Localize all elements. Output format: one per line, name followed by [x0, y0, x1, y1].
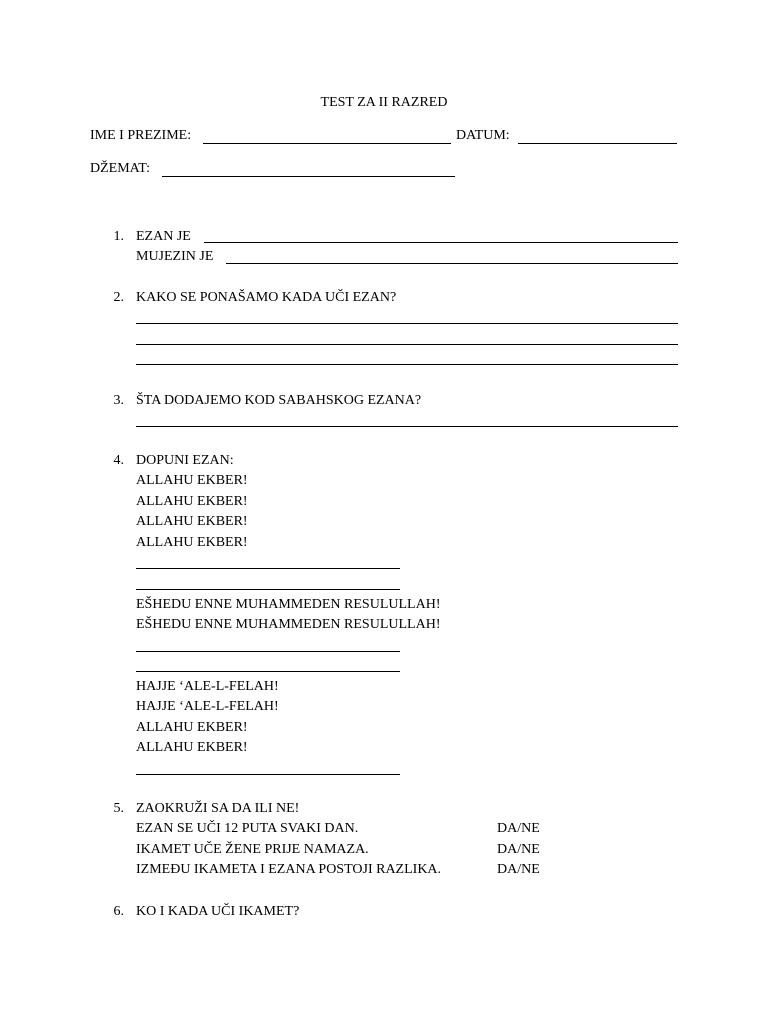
question-3-answer-line[interactable] [136, 426, 678, 427]
question-2-answer-line-1[interactable] [136, 323, 678, 324]
ezan-blank-line[interactable] [136, 568, 400, 569]
ezan-blank-line[interactable] [136, 774, 400, 775]
question-1-answer-line-2[interactable] [226, 263, 678, 264]
question-4-text: DOPUNI EZAN: [136, 453, 234, 468]
ezan-blank-line[interactable] [136, 589, 400, 590]
question-2-number: 2. [113, 290, 124, 305]
question-6-number: 6. [113, 904, 124, 919]
question-1-line-2-label: MUJEZIN JE [136, 249, 214, 264]
question-5-text: ZAOKRUŽI SA DA ILI NE! [136, 801, 300, 816]
ezan-line: ALLAHU EKBER! [136, 494, 248, 509]
question-2-answer-line-3[interactable] [136, 364, 678, 365]
true-false-answer[interactable]: DA/NE [497, 821, 540, 836]
true-false-statement: IKAMET UČE ŽENE PRIJE NAMAZA. [136, 842, 369, 857]
true-false-statement: EZAN SE UČI 12 PUTA SVAKI DAN. [136, 821, 359, 836]
question-1-line-1-label: EZAN JE [136, 229, 191, 244]
ezan-line: EŠHEDU ENNE MUHAMMEDEN RESULULLAH! [136, 617, 441, 632]
ezan-blank-line[interactable] [136, 671, 400, 672]
ezan-blank-line[interactable] [136, 651, 400, 652]
question-1-answer-line-1[interactable] [204, 242, 678, 243]
question-3-text: ŠTA DODAJEMO KOD SABAHSKOG EZANA? [136, 393, 422, 408]
question-3-number: 3. [113, 393, 124, 408]
dzemat-field[interactable] [162, 176, 455, 177]
true-false-answer[interactable]: DA/NE [497, 842, 540, 857]
ezan-line: HAJJE ‘ALE-L-FELAH! [136, 679, 279, 694]
ezan-line: ALLAHU EKBER! [136, 720, 248, 735]
name-label: IME I PREZIME: [90, 128, 192, 143]
question-5-number: 5. [113, 801, 124, 816]
name-field[interactable] [203, 143, 451, 144]
ezan-line: ALLAHU EKBER! [136, 473, 248, 488]
date-label: DATUM: [456, 128, 510, 143]
ezan-line: ALLAHU EKBER! [136, 740, 248, 755]
ezan-line: ALLAHU EKBER! [136, 535, 248, 550]
ezan-line: ALLAHU EKBER! [136, 514, 248, 529]
question-2-text: KAKO SE PONAŠAMO KADA UČI EZAN? [136, 290, 397, 305]
ezan-line: HAJJE ‘ALE-L-FELAH! [136, 699, 279, 714]
date-field[interactable] [518, 143, 677, 144]
true-false-statement: IZMEĐU IKAMETA I EZANA POSTOJI RAZLIKA. [136, 862, 442, 877]
question-4-number: 4. [113, 453, 124, 468]
page-title: TEST ZA II RAZRED [320, 95, 448, 110]
question-1-number: 1. [113, 229, 124, 244]
true-false-answer[interactable]: DA/NE [497, 862, 540, 877]
question-2-answer-line-2[interactable] [136, 344, 678, 345]
dzemat-label: DŽEMAT: [90, 161, 150, 176]
ezan-line: EŠHEDU ENNE MUHAMMEDEN RESULULLAH! [136, 597, 441, 612]
question-6-text: KO I KADA UČI IKAMET? [136, 904, 300, 919]
